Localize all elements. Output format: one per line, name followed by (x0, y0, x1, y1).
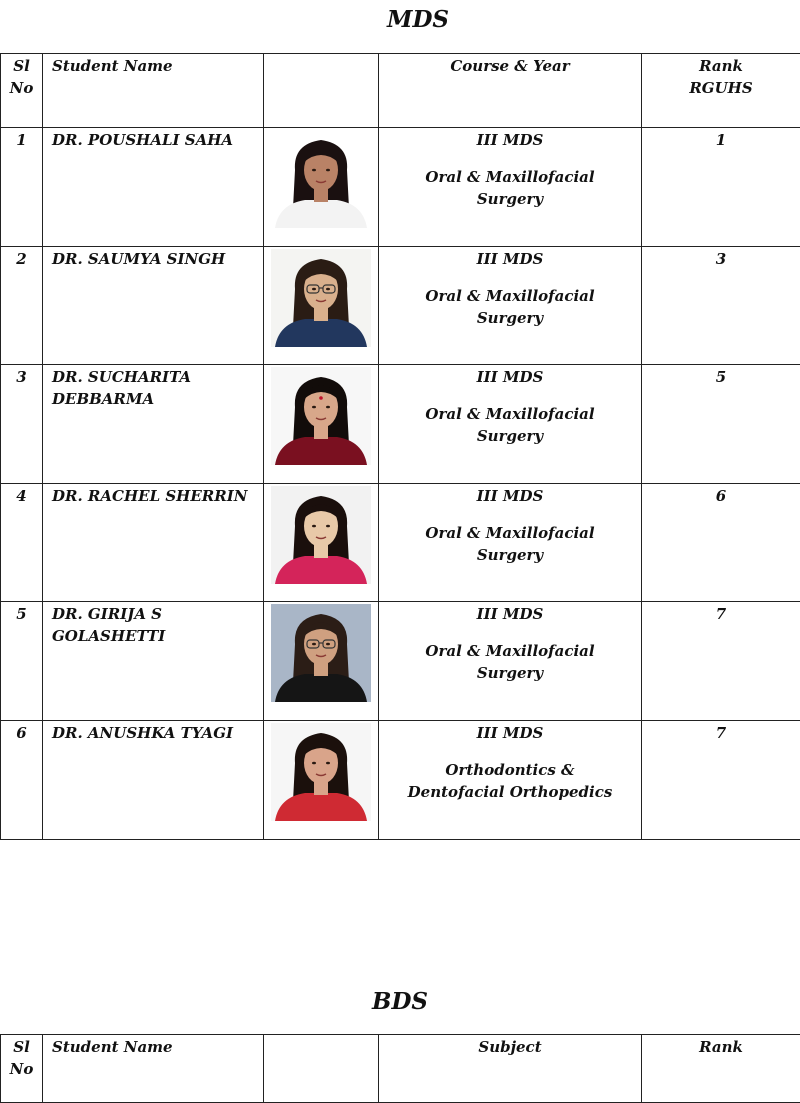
row-course (379, 128, 642, 247)
row-rank: 7 (642, 721, 800, 840)
row-rank: 5 (642, 365, 800, 484)
row-course (379, 247, 642, 365)
table-header-row (1, 54, 800, 128)
row-photo-cell (264, 602, 379, 721)
table-row (1, 247, 800, 365)
row-rank: 1 (642, 128, 800, 247)
course-name: Oral & Maxillofacial Surgery (379, 403, 641, 447)
header-rank-label: Rank RGUHS (686, 55, 756, 99)
header-student-name: Student Name (43, 54, 264, 128)
row-photo-cell (264, 247, 379, 365)
course-year: III MDS (379, 366, 641, 388)
row-rank: 3 (642, 247, 800, 365)
portrait-image (271, 130, 371, 228)
bds-rank-table (0, 1034, 800, 1103)
course-name: Oral & Maxillofacial Surgery (379, 522, 641, 566)
portrait-image (271, 723, 371, 821)
row-student-name: DR. ANUSHKA TYAGI (43, 721, 264, 840)
row-sl-no: 5 (1, 602, 43, 721)
table-row (1, 484, 800, 602)
row-rank: 7 (642, 602, 800, 721)
header-subject: Subject (379, 1035, 642, 1103)
header-sl-no: Sl No (1, 54, 43, 128)
portrait-image (271, 367, 371, 465)
student-photo (264, 484, 378, 584)
header-student-name: Student Name (43, 1035, 264, 1103)
table-row (1, 365, 800, 484)
header-sl-no-label: Sl No (7, 1036, 37, 1080)
student-photo (264, 128, 378, 228)
course-name: Oral & Maxillofacial Surgery (379, 640, 641, 684)
portrait-image (271, 249, 371, 347)
header-rank (642, 54, 800, 128)
row-student-name: DR. SAUMYA SINGH (43, 247, 264, 365)
course-name: Orthodontics & Dentofacial Orthopedics (379, 759, 641, 803)
row-sl-no: 1 (1, 128, 43, 247)
row-student-name: DR. SUCHARITA DEBBARMA (43, 365, 264, 484)
table-row (1, 128, 800, 247)
course-year: III MDS (379, 485, 641, 507)
row-course (379, 602, 642, 721)
table-row (1, 602, 800, 721)
mds-section-title: MDS (0, 6, 800, 33)
course-year: III MDS (379, 129, 641, 151)
course-name: Oral & Maxillofacial Surgery (379, 285, 641, 329)
row-course (379, 365, 642, 484)
student-photo (264, 365, 378, 465)
header-photo (264, 1035, 379, 1103)
row-photo-cell (264, 128, 379, 247)
bds-section-title: BDS (0, 988, 800, 1015)
portrait-image (271, 486, 371, 584)
row-course (379, 484, 642, 602)
row-photo-cell (264, 365, 379, 484)
student-photo (264, 602, 378, 702)
mds-rank-table (0, 53, 800, 840)
header-course-year: Course & Year (379, 54, 642, 128)
row-student-name: DR. GIRIJA S GOLASHETTI (43, 602, 264, 721)
row-sl-no: 6 (1, 721, 43, 840)
header-rank: Rank (642, 1035, 800, 1103)
course-year: III MDS (379, 722, 641, 744)
course-year: III MDS (379, 603, 641, 625)
row-sl-no: 3 (1, 365, 43, 484)
row-course (379, 721, 642, 840)
table-row (1, 721, 800, 840)
row-photo-cell (264, 484, 379, 602)
row-student-name: DR. POUSHALI SAHA (43, 128, 264, 247)
course-year: III MDS (379, 248, 641, 270)
row-sl-no: 4 (1, 484, 43, 602)
header-sl-no (1, 1035, 43, 1103)
header-photo (264, 54, 379, 128)
student-photo (264, 247, 378, 347)
row-rank: 6 (642, 484, 800, 602)
student-photo (264, 721, 378, 821)
row-student-name: DR. RACHEL SHERRIN (43, 484, 264, 602)
row-photo-cell (264, 721, 379, 840)
table-header-row (1, 1035, 800, 1103)
course-name: Oral & Maxillofacial Surgery (379, 166, 641, 210)
portrait-image (271, 604, 371, 702)
row-sl-no: 2 (1, 247, 43, 365)
